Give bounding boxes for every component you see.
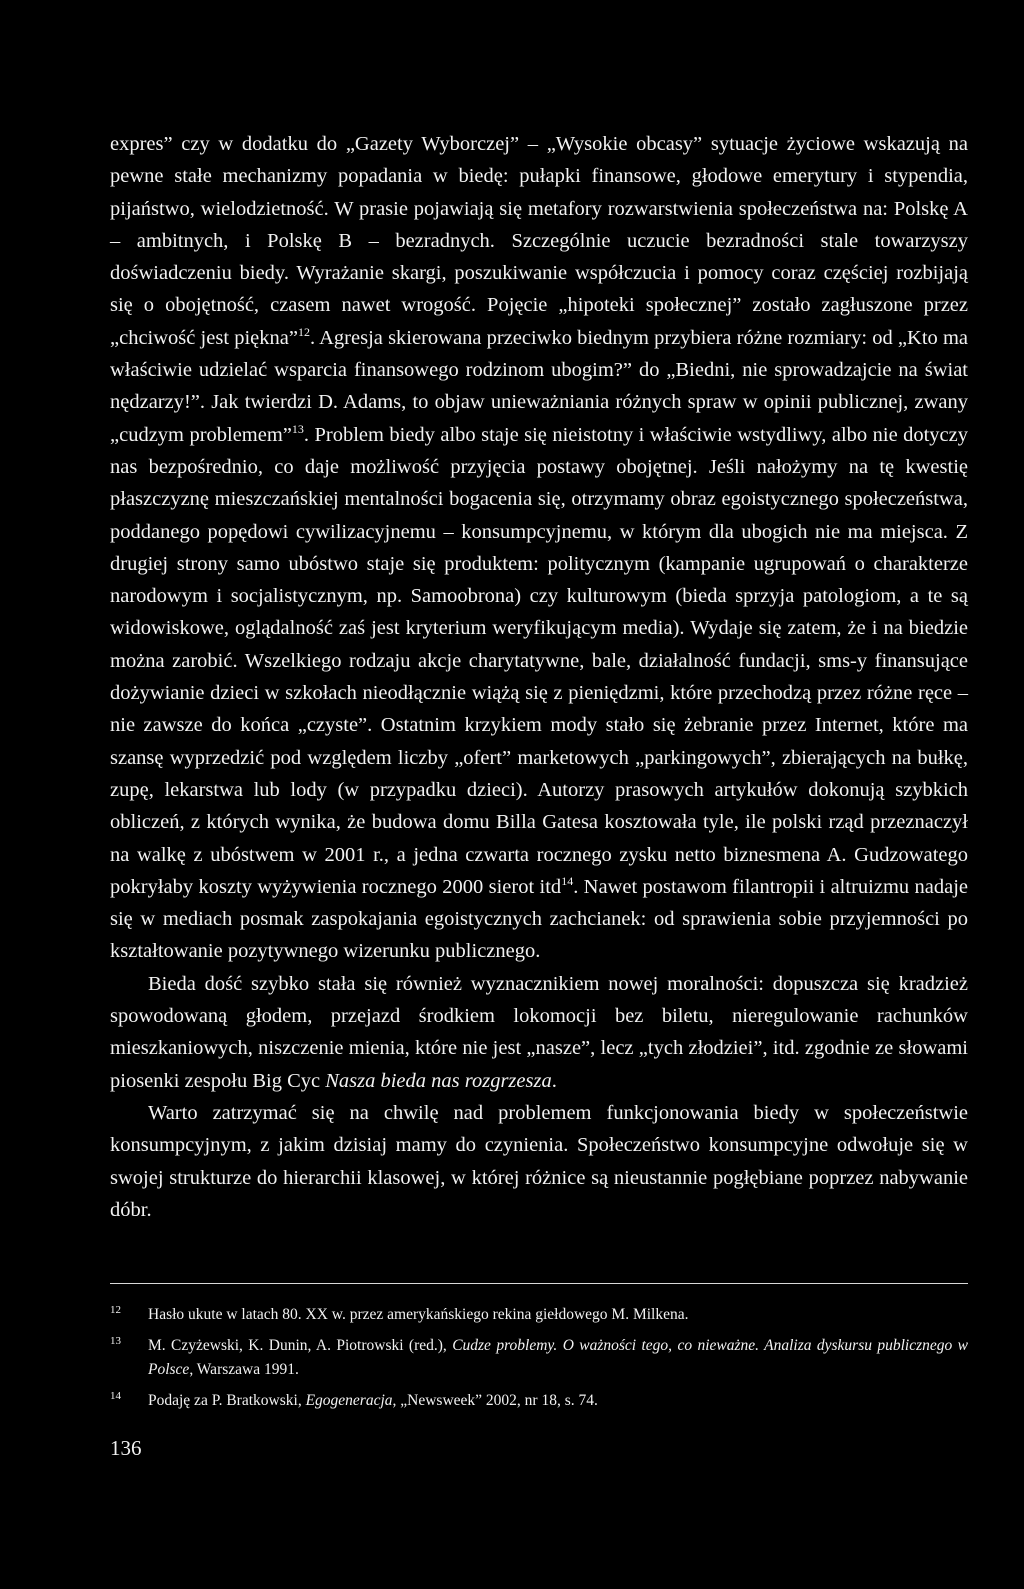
footnote-book-title: Egogeneracja [305,1392,393,1409]
footnote-text: Hasło ukute w latach 80. XX w. przez amerykańskiego rekina giełdowego M. Milkena. [148,1306,689,1323]
footnote-ref-12: 12 [297,324,310,339]
paragraph-2-tail: . [551,1069,557,1092]
paragraph-3-text: Warto zatrzymać się na chwilę nad problemem funkcjonowania biedy w społeczeństwie konsumpcyjnym, z jakim dzisiaj mamy do czynienia. Społeczeństwo konsumpcyjne odwołuje się w swojej strukturze do hierarchii klasowej, w której różnice są nieustannie pogłębiane poprzez nabywanie dóbr. [110,1101,968,1221]
paragraph-3 [110,1097,968,1226]
footnote-13 [110,1329,968,1382]
paragraph-2 [110,968,968,1097]
page-body [110,128,968,1226]
footnote-ref-14: 14 [561,874,574,888]
footnote-text: Podaję za P. Bratkowski, [148,1392,306,1409]
paragraph-1-text-b: . Agresja skierowana przeciwko biednym przybiera różne rozmiary: od „Kto ma właściwie udzielać wsparcia finansowego rodzinom ubogim?” do „Biedni, nie sprowadzajcie na świat nędzarzy!”. Jak twierdzi D. Adams, to objaw unieważniania różnych spraw w opinii publicznej, zwany „cudzym problemem” [110,326,968,446]
footnote-number: 13 [110,1335,121,1347]
footnote-divider [110,1283,968,1284]
footnote-text-tail: , „Newsweek” 2002, nr 18, s. 74. [392,1392,598,1409]
footnote-number: 14 [110,1390,121,1402]
paragraph-1-text-a: expres” czy w dodatku do „Gazety Wyborczej” – „Wysokie obcasy” sytuacje życiowe wskazują na pewne stałe mechanizmy popadania w biedę: pułapki finansowe, głodowe emerytury i stypendia, pijaństwo, wielodzietność. W prasie pojawiają się metafory rozwarstwienia społeczeństwa na: Polskę A – ambitnych, i Polskę B – bezradnych. Szczególnie uczucie bezradności stale towarzyszy doświadczeniu biedy. Wyrażanie skargi, poszukiwanie współczucia i pomocy coraz częściej rozbijają się o obojętność, czasem nawet wrogość. Pojęcie „hipoteki społecznej” zostało zagłuszone przez „chciwość jest piękna” [110,133,968,349]
paragraph-2-text: Bieda dość szybko stała się również wyznacznikiem nowej moralności: dopuszcza się kradzież spowodowaną głodem, przejazd środkiem lokomocji bez biletu, nieregulowanie rachunków mieszkaniowych, niszczenie mienia, które nie jest „nasze”, lecz „tych złodziei”, itd. zgodnie ze słowami piosenki zespołu Big Cyc [110,972,968,1092]
footnote-text: M. Czyżewski, K. Dunin, A. Piotrowski (red.), [148,1337,453,1354]
footnotes [110,1283,968,1415]
footnote-text-tail: , Warszawa 1991. [189,1361,299,1378]
footnote-ref-13: 13 [291,421,304,436]
footnote-number: 12 [110,1304,121,1316]
song-title: Nasza bieda nas rozgrzesza [325,1069,552,1092]
footnote-book-title: Cudze problemy. O ważności tego, co nieważne. Analiza dyskursu publicznego w Polsce [148,1337,968,1378]
body-text [110,128,968,1226]
paragraph-1 [110,128,968,968]
paragraph-1-text-d: . Nawet postawom filantropii i altruizmu nadaje się w mediach posmak zaspokajania egoistycznych zachcianek: od sprawienia sobie przyjemności po kształtowanie pozytywnego wizerunku publicznego. [110,875,968,963]
footnote-14 [110,1384,968,1413]
page-number: 136 [110,1436,142,1460]
footnote-12 [110,1298,968,1327]
paragraph-1-text-c: . Problem biedy albo staje się nieistotny i właściwie wstydliwy, albo nie dotyczy nas bezpośrednio, co daje możliwość przyjęcia postawy obojętnej. Jeśli nałożymy na tę kwestię płaszczyznę mieszczańskiej mentalności bogacenia się, otrzymamy obraz egoistycznego społeczeństwa, poddanego popędowi cywilizacyjnemu – konsumpcyjnemu, w którym dla ubogich nie ma miejsca. Z drugiej strony samo ubóstwo staje się produktem: politycznym (kampanie ugrupowań o charakterze narodowym i socjalistycznym, np. Samoobrona) czy kulturowym (bieda sprzyja patologiom, a te są widowiskowe, oglądalność zaś jest kryterium weryfikującym media). Wydaje się zatem, że i na biedzie można zarobić. Wszelkiego rodzaju akcje charytatywne, bale, działalność fundacji, sms-y finansujące dożywianie dzieci w szkołach nieodłącznie wiążą się z pieniędzmi, które przechodzą przez różne ręce – nie zawsze do końca „czyste”. Ostatnim krzykiem mody stało się żebranie przez Internet, które ma szansę wyprzedzić pod względem liczby „ofert” marketowych „parkingowych”, zbierających na bułkę, zupę, lekarstwa lub lody (w przypadku dzieci). Autorzy prasowych artykułów dokonują szybkich obliczeń, z których wynika, że budowa domu Billa Gatesa kosztowała tyle, ile polski rząd przeznaczył na walkę z ubóstwem w 2001 r., a jedna czwarta rocznego zysku netto biznesmena A. Gudzowatego pokryłaby koszty wyżywienia rocznego 2000 sierot itd [110,423,969,898]
